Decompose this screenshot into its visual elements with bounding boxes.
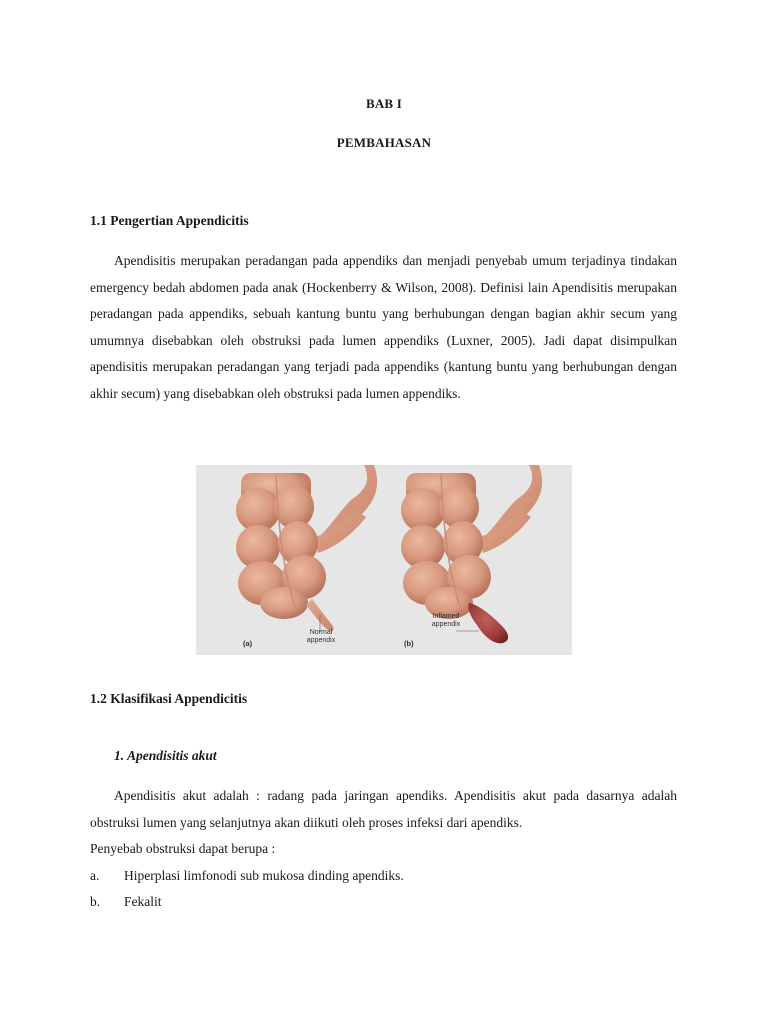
chapter-number: BAB I: [365, 96, 403, 111]
list-marker: b.: [90, 894, 101, 909]
section-heading-1-1: 1.1 Pengertian Appendicitis: [90, 213, 249, 228]
subheading-apendisitis-akut: 1. Apendisitis akut: [114, 748, 217, 763]
panel-b-tag: (b): [404, 639, 414, 648]
section-1-1-paragraph: Apendisitis merupakan peradangan pada appendiks dan menjadi penyebab umum terjadinya tindakan emergency bedah abdomen pada anak (Hockenberry & Wilson, 2008). Definisi lain Apendisitis merupakan peradangan pada appendiks, sebuah kantung buntu yang berhubungan dengan bagian akhir secum yang umumnya disebabkan oleh obstruksi pada lumen appendiks (Luxner, 2005). Jadi dapat disimpulkan apendisitis merupakan peradangan yang terjadi pada appendiks (kantung buntu yang berhubungan dengan akhir secum) yang disebabkan oleh obstruksi pada lumen appendiks.: [90, 253, 677, 401]
chapter-title: PEMBAHASAN: [336, 135, 432, 150]
panel-b-label-2: appendix: [431, 621, 461, 628]
list-text: Hiperplasi limfonodi sub mukosa dinding apendiks.: [124, 868, 404, 883]
list-marker: a.: [90, 868, 100, 883]
appendix-illustration-svg: [196, 465, 572, 655]
panel-a-tag: (a): [243, 639, 253, 648]
panel-a-label-1: Normal: [309, 629, 333, 636]
panel-a-label-2: appendix: [306, 637, 336, 644]
section-1-2-paragraph: Apendisitis akut adalah : radang pada jaringan apendiks. Apendisitis akut pada dasarnya adalah obstruksi lumen yang selanjutnya akan diikuti oleh proses infeksi dari apendiks.: [90, 788, 677, 830]
panel-b-label-1: Inflamed: [432, 613, 460, 620]
obstruction-causes-intro: Penyebab obstruksi dapat berupa :: [90, 841, 276, 856]
list-item-a: [90, 868, 404, 884]
list-item-b: [90, 894, 162, 910]
inflamed-colon-drawing: [401, 465, 542, 643]
section-heading-1-2: 1.2 Klasifikasi Appendicitis: [90, 691, 248, 706]
appendix-illustration-figure: [196, 465, 572, 655]
list-text: Fekalit: [124, 894, 162, 909]
normal-colon-drawing: [236, 465, 377, 632]
